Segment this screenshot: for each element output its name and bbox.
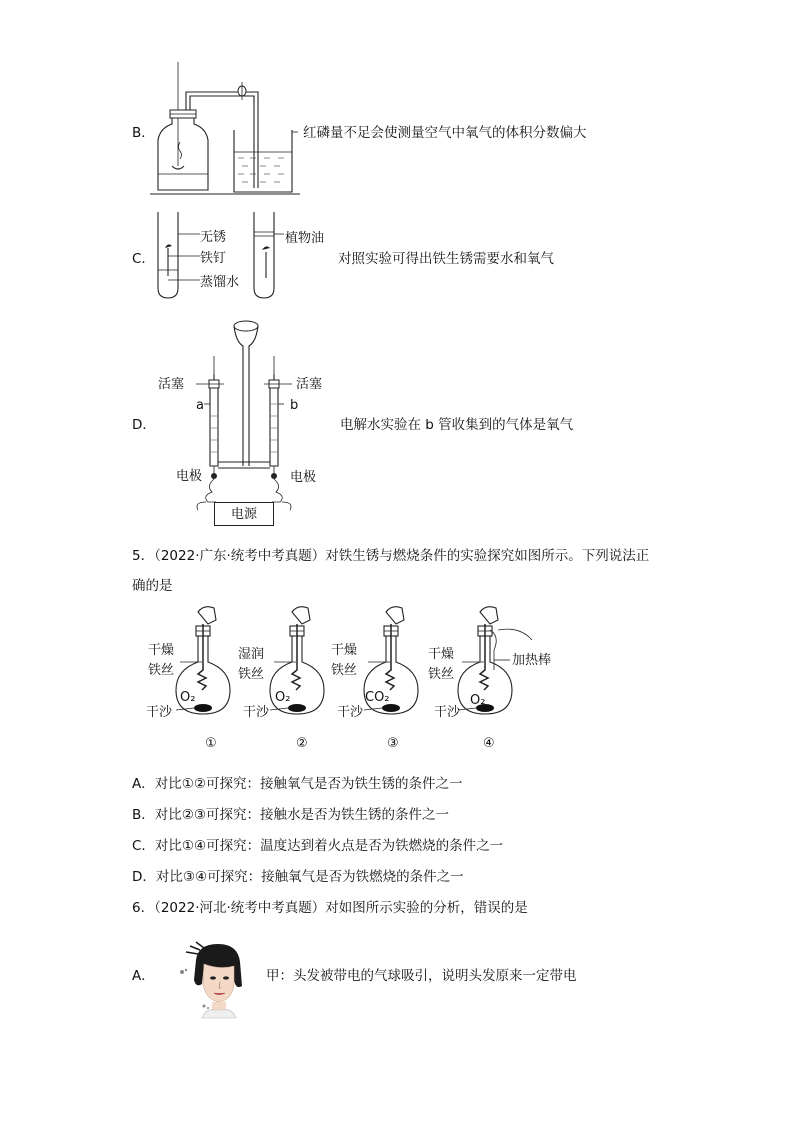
question6-stem: 6．（2022·河北·统考中考真题）对如图所示实验的分析，错误的是 xyxy=(132,900,528,916)
label-stopcock-right: 活塞 xyxy=(296,377,323,392)
option-b-statement: 红磷量不足会使测量空气中氧气的体积分数偏大 xyxy=(303,125,587,141)
flask3-gas: CO₂ xyxy=(365,690,390,705)
flask4-label-line1: 干燥 xyxy=(428,647,455,662)
label-tube-a: a xyxy=(196,398,204,413)
option-d-statement: 电解水实验在 b 管收集到的气体是氧气 xyxy=(340,417,574,433)
question5-option-c[interactable]: C．对比①④可探究：温度达到着火点是否为铁燃烧的条件之一 xyxy=(132,838,504,854)
question5-stem-line1: 5．（2022·广东·统考中考真题）对铁生锈与燃烧条件的实验探究如图所示。下列说法正 xyxy=(132,548,650,564)
flask4-label-line2: 铁丝 xyxy=(428,667,455,682)
label-power: 电源 xyxy=(230,507,257,522)
flask3-number: ③ xyxy=(387,736,399,751)
question5-option-d[interactable]: D．对比③④可探究：接触氧气是否为铁燃烧的条件之一 xyxy=(132,869,464,885)
question6-option-a-statement[interactable]: 甲：头发被带电的气球吸引，说明头发原来一定带电 xyxy=(266,968,577,984)
option-c-statement: 对照实验可得出铁生锈需要水和氧气 xyxy=(338,251,554,267)
flask2-number: ② xyxy=(296,736,308,751)
label-electrode-right: 电极 xyxy=(290,470,317,485)
power-supply-box xyxy=(214,502,274,526)
flask3-sand: 干沙 xyxy=(337,705,364,720)
label-electrode-left: 电极 xyxy=(176,469,203,484)
flask1-label-line2: 铁丝 xyxy=(148,663,175,678)
label-tube-b: b xyxy=(290,398,299,413)
label-rust-free: 无锈 xyxy=(200,230,227,245)
flask2-label-line2: 铁丝 xyxy=(238,667,265,682)
flask2-label-line1: 湿润 xyxy=(238,647,265,662)
question5-option-a[interactable]: A．对比①②可探究：接触氧气是否为铁生锈的条件之一 xyxy=(132,776,463,792)
label-distilled-water: 蒸馏水 xyxy=(200,275,240,290)
label-nail: 铁钉 xyxy=(200,251,227,266)
option-d-letter: D． xyxy=(132,417,156,433)
flask1-label-line1: 干燥 xyxy=(148,643,175,658)
label-vegetable-oil: 植物油 xyxy=(285,231,325,246)
option-c-letter: C． xyxy=(132,251,155,267)
flask3-label-line2: 铁丝 xyxy=(331,663,358,678)
flask2-sand: 干沙 xyxy=(243,705,270,720)
flask4-heater: 加热棒 xyxy=(512,653,552,668)
flask4-number: ④ xyxy=(483,736,495,751)
flask2-gas: O₂ xyxy=(275,690,291,705)
question6-option-a-letter[interactable]: A． xyxy=(132,968,155,984)
label-stopcock-left: 活塞 xyxy=(158,377,185,392)
option-b-letter: B． xyxy=(132,125,155,141)
question5-stem-line2: 确的是 xyxy=(132,578,173,594)
electrolysis-apparatus-figure xyxy=(176,316,316,526)
question5-option-b[interactable]: B．对比②③可探究：接触水是否为铁生锈的条件之一 xyxy=(132,807,449,823)
combustion-apparatus-figure xyxy=(150,62,320,197)
flask4-gas: O₂ xyxy=(470,693,486,708)
flask3-label-line1: 干燥 xyxy=(331,643,358,658)
flask1-gas: O₂ xyxy=(180,690,196,705)
flask4-sand: 干沙 xyxy=(434,705,461,720)
flask1-sand: 干沙 xyxy=(146,705,173,720)
hair-balloon-photo xyxy=(176,940,256,1020)
flask1-number: ① xyxy=(205,736,217,751)
